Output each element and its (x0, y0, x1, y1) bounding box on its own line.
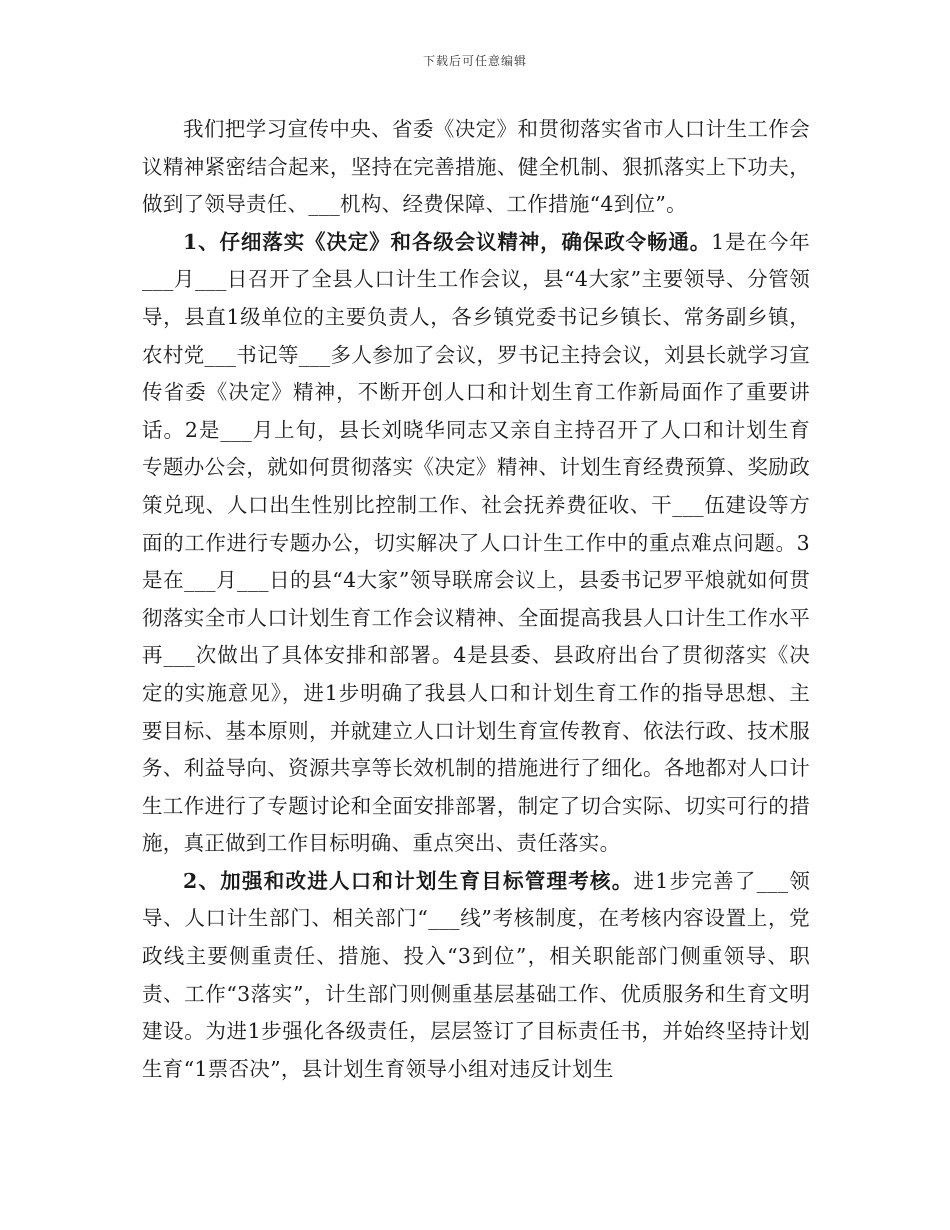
paragraph-section-1 (142, 224, 810, 863)
section-1-heading: 1、仔细落实《决定》和各级会议精神，确保政令畅通。 (183, 229, 712, 254)
section-2-heading: 2、加强和改进人口和计划生育目标管理考核。 (183, 868, 634, 893)
paragraph-intro-text: 我们把学习宣传中央、省委《决定》和贯彻落实省市人口计生工作会议精神紧密结合起来，坚持在完善措施、健全机制、狠抓落实上下功夫，做到了领导责任、___机构、经费保障、工作措施“4到位”。 (142, 117, 810, 217)
document-body (142, 111, 810, 1088)
paragraph-intro (142, 111, 810, 224)
section-1-text: 1是在今年___月___日召开了全县人口计生工作会议，县“4大家”主要领导、分管领导，县直1级单位的主要负责人，各乡镇党委书记乡镇长、常务副乡镇，农村党___书记等___多人参加了会议，罗书记主持会议，刘县长就学习宣传省委《决定》精神，不断开创人口和计划生育工作新局面作了重要讲话。2是___月上旬，县长刘晓华同志又亲自主持召开了人口和计划生育专题办公会，就如何贯彻落实《决定》精神、计划生育经费预算、奖励政策兑现、人口出生性别比控制工作、社会抚养费征收、干___伍建设等方面的工作进行专题办公，切实解决了人口计生工作中的重点难点问题。3是在___月___日的县“4大家”领导联席会议上，县委书记罗平烺就如何贯彻落实全市人口计划生育工作会议精神、全面提高我县人口计生工作水平再___次做出了具体安排和部署。4是县委、县政府出台了贯彻落实《决定的实施意见》，进1步明确了我县人口和计划生育工作的指导思想、主要目标、基本原则，并就建立人口计划生育宣传教育、依法行政、技术服务、利益导向、资源共享等长效机制的措施进行了细化。各地都对人口计生工作进行了专题讨论和全面安排部署，制定了切合实际、切实可行的措施，真正做到工作目标明确、重点突出、责任落实。 (142, 229, 811, 856)
page-header: 下载后可任意编辑 (422, 54, 527, 68)
paragraph-section-2 (142, 863, 810, 1089)
section-2-text: 进1步完善了___领导、人口计生部门、相关部门“___线”考核制度，在考核内容设置上，党政线主要侧重责任、措施、投入“3到位”，相关职能部门侧重领导、职责、工作“3落实”，计生部门则侧重基层基础工作、优质服务和生育文明建设。为进1步强化各级责任，层层签订了目标责任书，并始终坚持计划生育“1票否决”，县计划生育领导小组对违反计划生 (142, 868, 810, 1081)
